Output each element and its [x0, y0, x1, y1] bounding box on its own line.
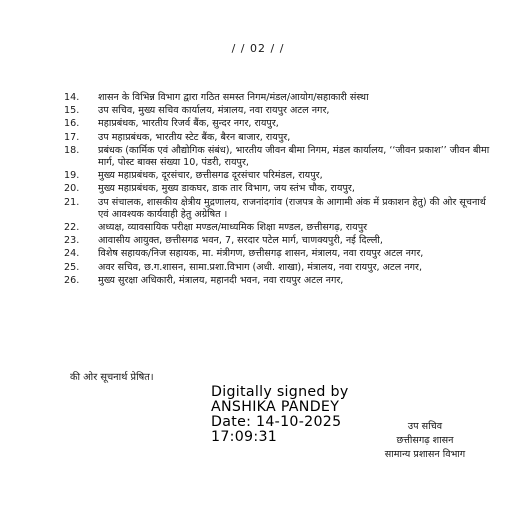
page-number: / / 02 / / [231, 42, 285, 55]
footer-note: की ओर सूचनार्थ प्रेषित। [70, 372, 154, 383]
item-number: 16. [64, 118, 80, 130]
list-item [64, 183, 494, 195]
item-number: 24. [64, 248, 80, 260]
item-number: 15. [64, 105, 80, 117]
list-item [64, 275, 494, 287]
list-item [64, 262, 494, 274]
list-item [64, 92, 494, 104]
list-item [64, 170, 494, 182]
designation-line-2: छत्तीसगढ़ शासन [396, 435, 454, 446]
item-text: प्रबंधक (कार्मिक एवं औद्योगिक संबंध), भारतीय जीवन बीमा निगम, मंडल कार्यालय, ‘‘जीवन प्रकाश’’ जीवन बीमा मार्ग, पोस्ट बाक्स संख्या 10, पंडरी, रायपुर, [98, 144, 490, 169]
item-text: शासन के विभिन्न विभाग द्वारा गठित समस्त निगम/मंडल/आयोग/सहाकारी संस्था [98, 92, 369, 103]
list-item [64, 145, 494, 169]
list-item [64, 118, 494, 130]
item-text: आवासीय आयुक्त, छत्तीसगढ भवन, 7, सरदार पटेल मार्ग, चाणक्यपुरी, नई दिल्ली, [98, 235, 383, 247]
item-number: 17. [64, 131, 80, 143]
item-number: 25. [64, 261, 80, 273]
designation-line-3: सामान्य प्रशासन विभाग [384, 449, 466, 460]
item-number: 22. [64, 222, 80, 234]
list-item [64, 197, 494, 221]
signature-line-2: ANSHIKA PANDEY [211, 399, 340, 415]
list-item [64, 132, 494, 144]
designation-line-1: उप सचिव [407, 421, 443, 432]
list-item [64, 248, 494, 260]
item-text: अवर सचिव, छ.ग.शासन, सामा.प्रशा.विभाग (अधी. शाखा), मंत्रालय, नवा रायपुर, अटल नगर, [98, 261, 423, 273]
list-item [64, 105, 494, 117]
item-number: 14. [64, 92, 80, 103]
recipient-list [64, 92, 494, 288]
item-text: विशेष सहायक/निज सहायक, मा. मंत्रीगण, छत्तीसगढ़ शासन, मंत्रालय, नवा रायपुर अटल नगर, [98, 248, 424, 260]
signature-line-1: Digitally signed by [211, 384, 349, 400]
item-text: अध्यक्ष, व्यावसायिक परीक्षा मण्डल/माध्यमिक शिक्षा मण्डल, छत्तीसगढ़, रायपुर [98, 222, 368, 234]
item-text: उप महाप्रबंधक, भारतीय स्टेट बैंक, बैरन बाजार, रायपुर, [98, 131, 291, 143]
item-text: मुख्य सुरक्षा अधिकारी, मंत्रालय, महानदी भवन, नवा रायपुर अटल नगर, [98, 274, 344, 286]
list-item [64, 222, 494, 234]
item-number: 20. [64, 183, 80, 195]
item-number: 21. [64, 196, 80, 208]
item-number: 26. [64, 274, 80, 286]
item-text: उप संचालक, शासकीय क्षेत्रीय मुद्रणालय, राजनांदगांव (राजपत्र के आगामी अंक में प्रकाशन हेतु) की ओर सूचनार्थ एवं आवश्यक कार्यवाही हेतु अग्रेषित । [98, 196, 486, 220]
item-text: मुख्य महाप्रबंधक, दूरसंचार, छत्तीसगढ दूरसंचार परिमंडल, रायपुर, [98, 170, 323, 182]
signature-line-3: Date: 14-10-2025 [211, 414, 342, 430]
signature-line-4: 17:09:31 [211, 429, 278, 445]
digital-signature [211, 385, 349, 445]
item-text: उप सचिव, मुख्य सचिव कार्यालय, मंत्रालय, नवा रायपुर अटल नगर, [98, 105, 330, 117]
item-number: 19. [64, 170, 80, 182]
item-number: 18. [64, 144, 80, 156]
item-number: 23. [64, 235, 80, 247]
list-item [64, 235, 494, 247]
item-text: मुख्य महाप्रबंधक, मुख्य डाकघर, डाक तार विभाग, जय स्तंभ चौक, रायपुर, [98, 183, 355, 195]
designation-block [360, 420, 490, 462]
item-text: महाप्रबंधक, भारतीय रिजर्व बैंक, सुन्दर नगर, रायपुर, [98, 118, 279, 130]
